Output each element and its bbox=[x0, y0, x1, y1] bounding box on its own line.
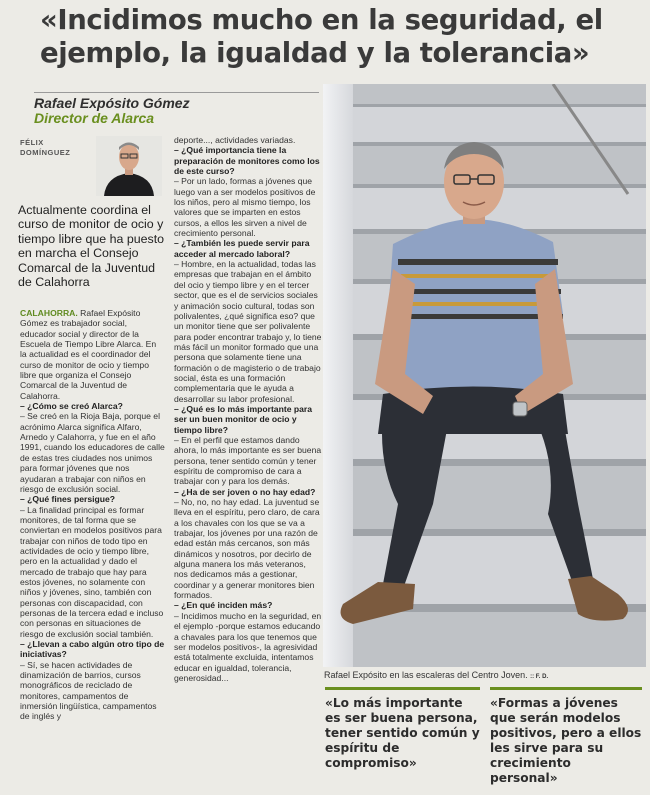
caption-text: Rafael Expósito en las escaleras del Centro Joven. bbox=[324, 670, 528, 680]
interview-question: – ¿En qué inciden más? bbox=[174, 600, 273, 611]
pull-quote-1: «Lo más importante es ser buena persona, tener sentido común y espíritu de compromiso» bbox=[325, 687, 480, 771]
interview-question: – ¿Llevan a cabo algún otro tipo de iniciativas? bbox=[20, 639, 165, 660]
photo-caption bbox=[324, 670, 646, 680]
paragraph-text: Rafael Expósito Gómez es trabajador social, educador social y director de la Escuela de Tiempo Libre Alarca. En la actualidad es el coordinador del curso de monitor de ocio y tiempo libre que organiza el Consejo Comarcal de la Juventud de Calahorra. bbox=[20, 308, 157, 401]
portrait-credit-line: FÉLIX bbox=[20, 138, 44, 147]
article-column-2 bbox=[174, 135, 322, 683]
pull-quote-2: «Formas a jóvenes que serán modelos positivos, pero a ellos les sirve para su crecimiento personal» bbox=[490, 687, 642, 786]
dateline: CALAHORRA. bbox=[20, 308, 78, 318]
interview-question: – ¿Qué importancia tiene la preparación de monitores como los de este curso? bbox=[174, 145, 320, 177]
interview-answer: – La finalidad principal es formar monitores, de tal forma que se conviertan en modelos positivos para trabajar con niños de todo tipo en actividades de ocio y tiempo libre, pero en la actualidad y dado el mercado de trabajo que hay para estos jóvenes, no solamente con niños y jóvenes, sino, también con personas con discapacidad, con personas de la tercera edad e incluso con personas en situaciones de riesgo de exclusión social también. bbox=[20, 504, 164, 639]
interview-question: – ¿Cómo se creó Alarca? bbox=[20, 401, 123, 412]
byline bbox=[34, 92, 319, 126]
headline: «Incidimos mucho en la seguridad, el ejemplo, la igualdad y la tolerancia» bbox=[40, 4, 603, 69]
interview-answer: – Hombre, en la actualidad, todas las empresas que trabajan en el ámbito del ocio y tiempo libre y en el tercer sector, que es el de servicios sociales y animación socio cultural, todas son polivalentes, ¿qué significa eso? que un monitor tiene que ser polivalente para poder encontrar trabajo y, lo tiene más fácil un monitor formado que una persona que solamente tiene una formación o de magisterio o de trabajo social, ésta es una formación complementaria que le ayuda a desarrollar su labor profesional. bbox=[174, 259, 322, 404]
main-photo bbox=[323, 84, 646, 667]
interview-answer: – En el perfil que estamos dando ahora, lo más importante es ser buena persona, tener sentido común y tener espíritu de compromiso de cara a trabajar con y para los demás. bbox=[174, 434, 322, 487]
interview-answer: – Se creó en la Rioja Baja, porque el acrónimo Alarca significa Alfaro, Arnedo y Calahorra, y fue en el año 1991, cuando los educadores de calle de estas tres ciudades nos unimos para formar jóvenes que nos ayudaran a trabajar con niños en riesgo de exclusión social. bbox=[20, 411, 165, 494]
intro-subheading: Actualmente coordina el curso de monitor de ocio y tiempo libre que ha puesto en marcha el Consejo Comarcal de la Juventud de Calahorra bbox=[18, 203, 165, 290]
portrait-credit-line: DOMÍNGUEZ bbox=[20, 148, 71, 157]
interview-question: – ¿También les puede servir para acceder al mercado laboral? bbox=[174, 238, 310, 259]
portrait-illustration bbox=[96, 136, 162, 196]
article-column-1 bbox=[20, 308, 165, 722]
portrait-credit bbox=[20, 138, 70, 158]
interview-answer: – Incidimos mucho en la seguridad, en el ejemplo -porque estamos educando a chavales para los que tenemos que ser modelos positivos-, la agresividad está totalmente excluida, intentamos educar en igualdad, tolerancia, generosidad... bbox=[174, 610, 322, 683]
seated-man-on-stairs-illustration bbox=[323, 84, 646, 667]
interview-question: – ¿Qué es lo más importante para ser un buen monitor de ocio y tiempo libre? bbox=[174, 403, 313, 435]
interview-answer: deporte..., actividades variadas. bbox=[174, 135, 296, 145]
portrait-photo bbox=[96, 136, 162, 196]
interview-answer: – Por un lado, formas a jóvenes que luego van a ser modelos positivos de los niños, pero al mismo tiempo, los valores que se imparten en estos cursos, a ellos les sirven a nivel de crecimiento personal. bbox=[174, 176, 316, 239]
byline-name: Rafael Expósito Gómez bbox=[34, 95, 190, 111]
byline-role: Director de Alarca bbox=[34, 110, 155, 126]
interview-question: – ¿Ha de ser joven o no hay edad? bbox=[174, 486, 316, 497]
interview-answer: – No, no, no hay edad. La juventud se lleva en el espíritu, pero claro, de cara a los chavales con los que se va a trabajar, los jóvenes por una razón de edad están más cercanos, son más dinámicos y nosotros, por decirlo de alguna manera los más veteranos, nos dedicamos más a gestionar, coordinar y a generar monitores bien formados. bbox=[174, 497, 320, 601]
interview-question: – ¿Qué fines persigue? bbox=[20, 494, 116, 505]
caption-credit: :: F. D. bbox=[530, 674, 549, 680]
interview-answer: – Sí, se hacen actividades de dinamización de barrios, cursos monográficos de reciclado de monitores, campamentos de inmersión lingüística, campamentos de inglés y bbox=[20, 659, 157, 722]
